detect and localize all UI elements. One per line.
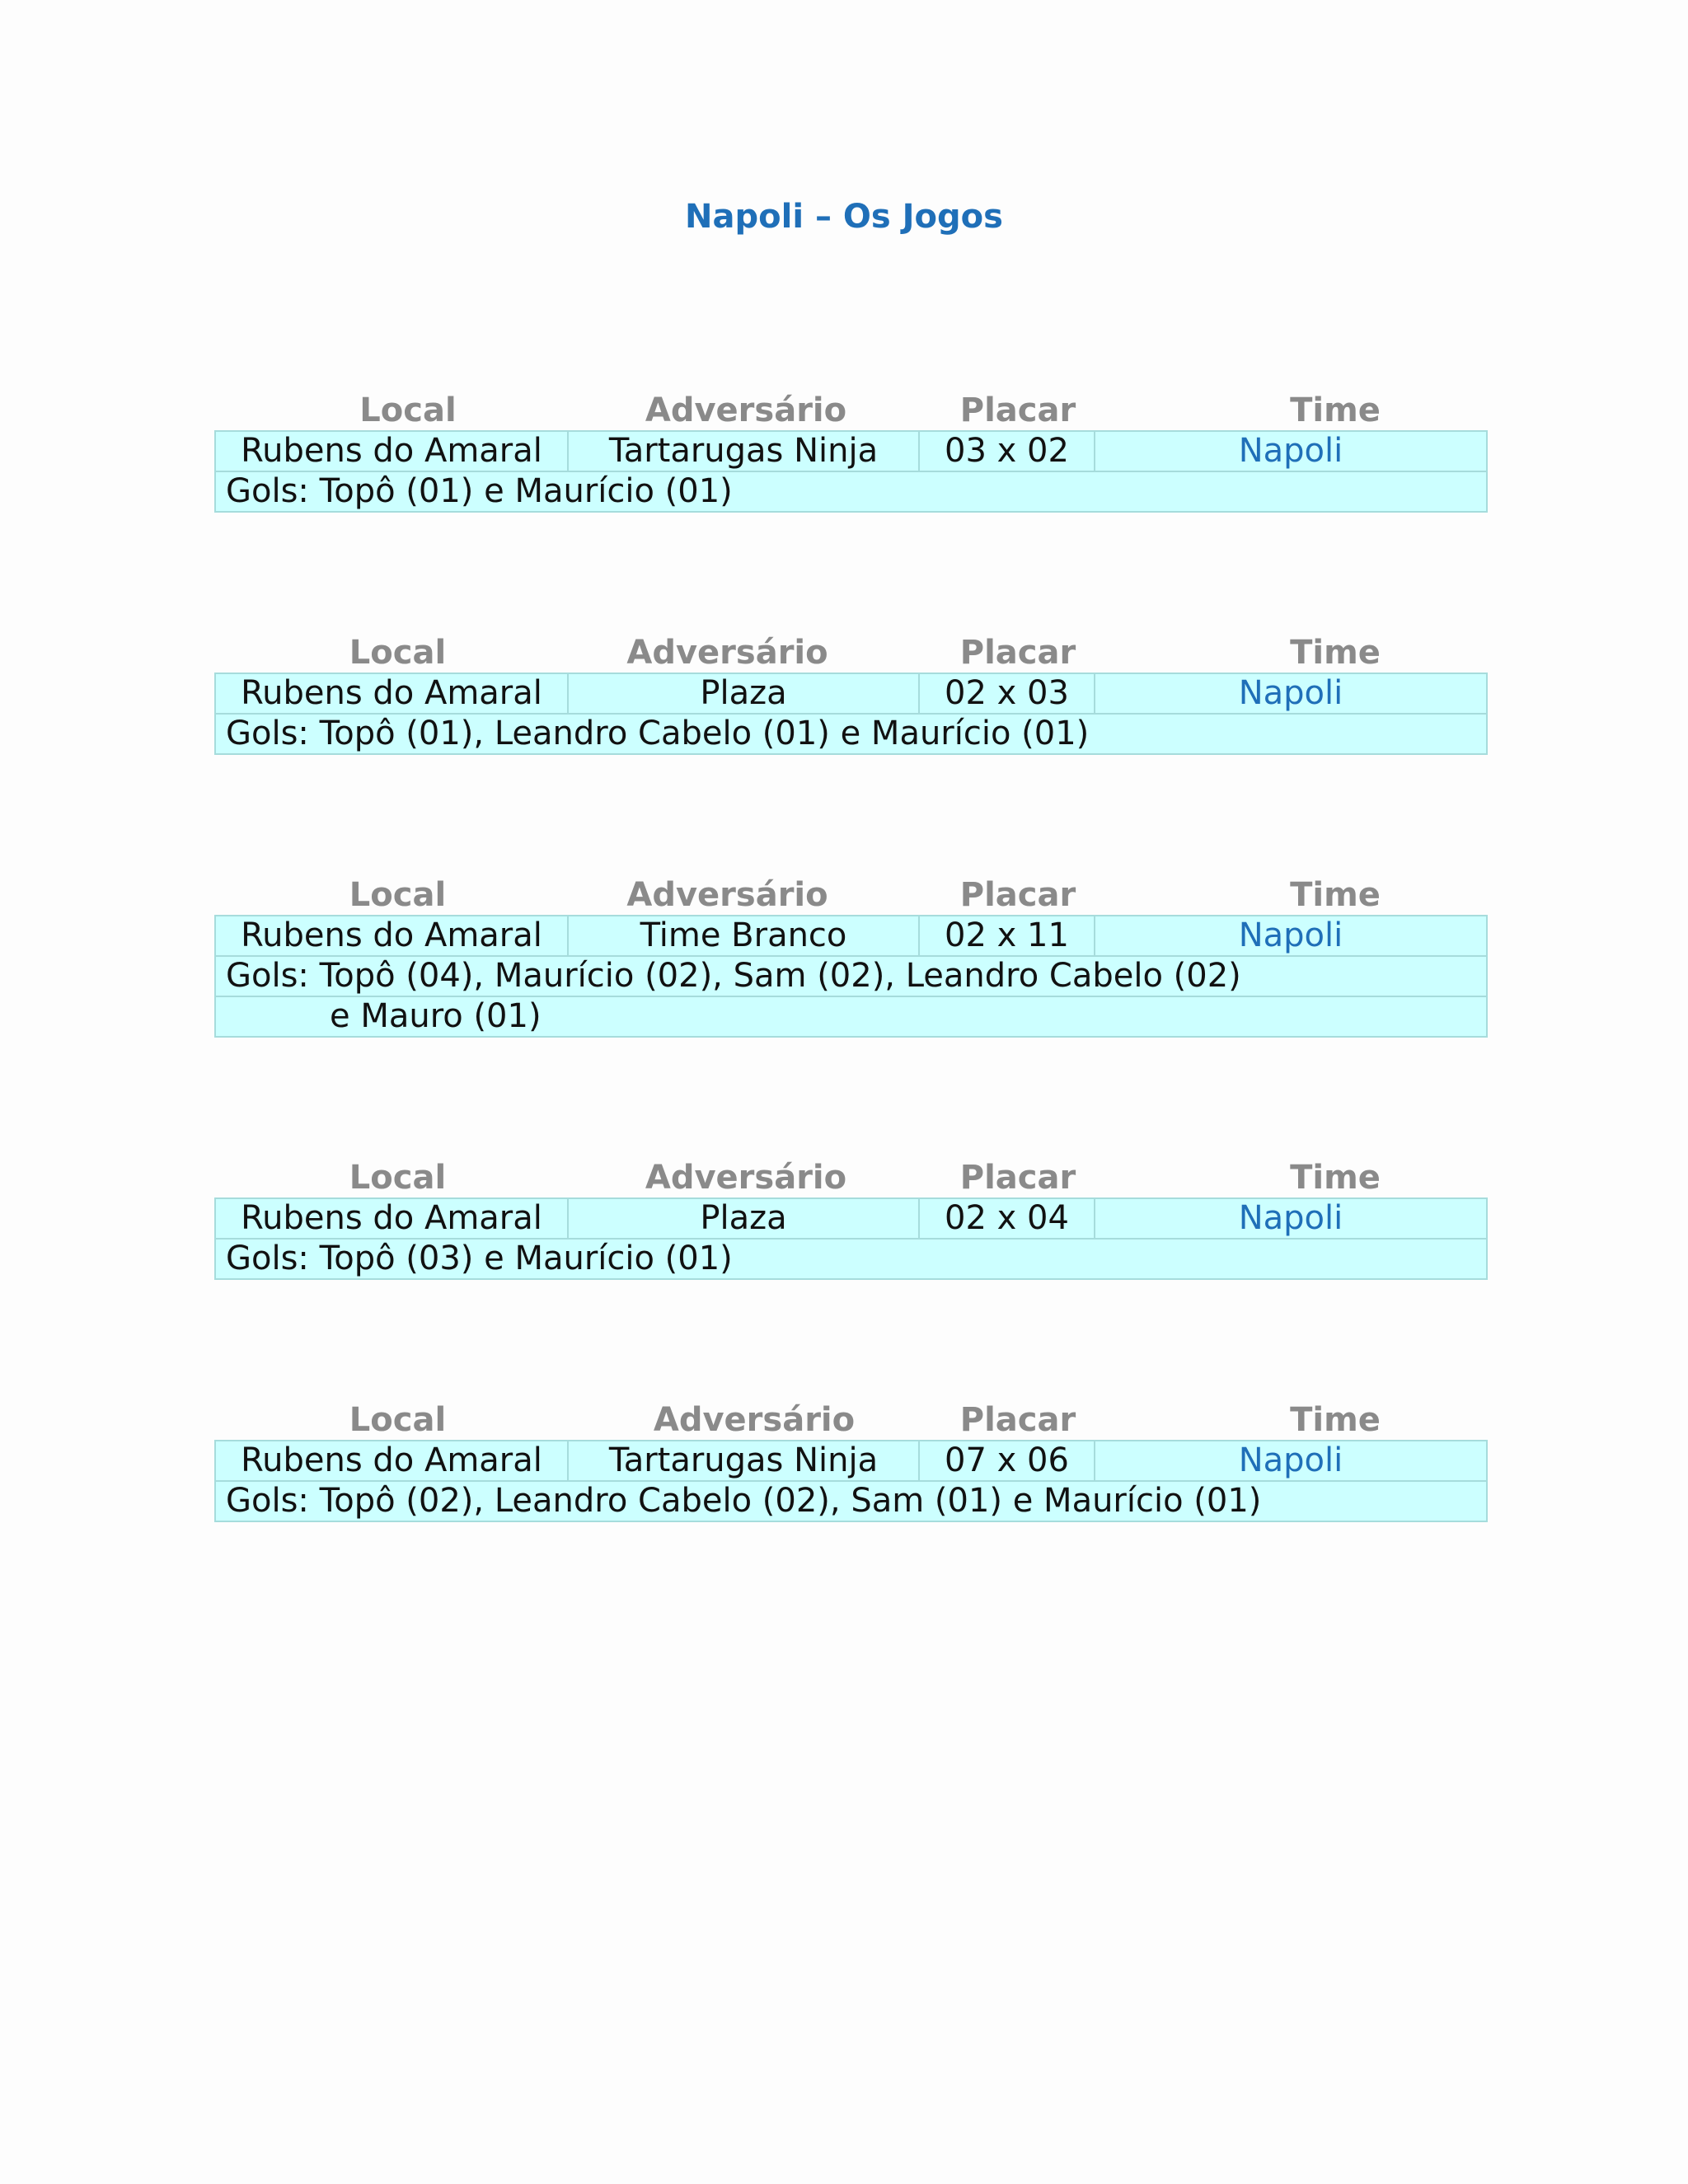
column-headers	[214, 391, 1488, 430]
game-table	[214, 1158, 1488, 1280]
header-placar: Placar	[959, 634, 1076, 672]
header-adversario: Adversário	[653, 1401, 856, 1439]
time-cell: Napoli	[1238, 916, 1343, 954]
gols-text: Gols: Topô (02), Leandro Cabelo (02), Sam (01) e Maurício (01)	[226, 1482, 1262, 1520]
gols-text-continued: e Mauro (01)	[330, 997, 542, 1035]
header-time: Time	[1290, 391, 1381, 429]
local-cell: Rubens do Amaral	[216, 674, 569, 713]
game-table	[214, 391, 1488, 513]
header-adversario: Adversário	[626, 634, 828, 672]
column-headers	[214, 633, 1488, 673]
time-cell: Napoli	[1238, 674, 1343, 712]
gols-text: Gols: Topô (01) e Maurício (01)	[226, 472, 733, 510]
header-local: Local	[349, 634, 447, 672]
header-placar: Placar	[959, 876, 1076, 914]
game-box	[214, 1197, 1488, 1280]
adversario-cell: Tartarugas Ninja	[569, 1441, 920, 1480]
adversario-cell: Plaza	[569, 674, 920, 713]
column-headers	[214, 1158, 1488, 1197]
game-box	[214, 673, 1488, 755]
game-row	[216, 1441, 1486, 1480]
placar-cell: 03 x 02	[920, 432, 1095, 471]
header-adversario: Adversário	[626, 876, 828, 914]
header-local: Local	[349, 876, 447, 914]
time-cell: Napoli	[1238, 1441, 1343, 1479]
header-placar: Placar	[959, 391, 1076, 429]
adversario-cell: Time Branco	[569, 916, 920, 955]
placar-cell: 07 x 06	[920, 1441, 1095, 1480]
header-time: Time	[1290, 634, 1381, 672]
placar-cell: 02 x 04	[920, 1199, 1095, 1238]
placar-cell: 02 x 11	[920, 916, 1095, 955]
gols-row	[216, 471, 1486, 511]
game-row	[216, 916, 1486, 955]
game-table	[214, 633, 1488, 755]
game-box	[214, 915, 1488, 1038]
gols-row	[216, 713, 1486, 753]
header-local: Local	[359, 391, 457, 429]
local-cell: Rubens do Amaral	[216, 1199, 569, 1238]
adversario-cell: Tartarugas Ninja	[569, 432, 920, 471]
placar-cell: 02 x 03	[920, 674, 1095, 713]
local-cell: Rubens do Amaral	[216, 432, 569, 471]
header-time: Time	[1290, 1401, 1381, 1439]
header-adversario: Adversário	[645, 1159, 847, 1197]
header-adversario: Adversário	[645, 391, 847, 429]
local-cell: Rubens do Amaral	[216, 1441, 569, 1480]
gols-text: Gols: Topô (01), Leandro Cabelo (01) e Maurício (01)	[226, 715, 1090, 752]
gols-row	[216, 1480, 1486, 1521]
page-title: Napoli – Os Jogos	[685, 198, 1003, 236]
header-placar: Placar	[959, 1159, 1076, 1197]
game-table	[214, 875, 1488, 1038]
game-box	[214, 1440, 1488, 1522]
gols-text: Gols: Topô (03) e Maurício (01)	[226, 1240, 733, 1277]
time-cell: Napoli	[1238, 432, 1343, 470]
time-cell: Napoli	[1238, 1199, 1343, 1237]
game-row	[216, 674, 1486, 713]
header-placar: Placar	[959, 1401, 1076, 1439]
gols-text: Gols: Topô (04), Maurício (02), Sam (02), Leandro Cabelo (02)	[226, 957, 1241, 995]
gols-row	[216, 1238, 1486, 1278]
game-table	[214, 1400, 1488, 1522]
game-box	[214, 430, 1488, 513]
header-local: Local	[349, 1401, 447, 1439]
gols-row	[216, 955, 1486, 996]
local-cell: Rubens do Amaral	[216, 916, 569, 955]
adversario-cell: Plaza	[569, 1199, 920, 1238]
header-local: Local	[349, 1159, 447, 1197]
header-time: Time	[1290, 876, 1381, 914]
game-row	[216, 1199, 1486, 1238]
gols-row-continued	[216, 996, 1486, 1036]
column-headers	[214, 1400, 1488, 1440]
column-headers	[214, 875, 1488, 915]
header-time: Time	[1290, 1159, 1381, 1197]
game-row	[216, 432, 1486, 471]
